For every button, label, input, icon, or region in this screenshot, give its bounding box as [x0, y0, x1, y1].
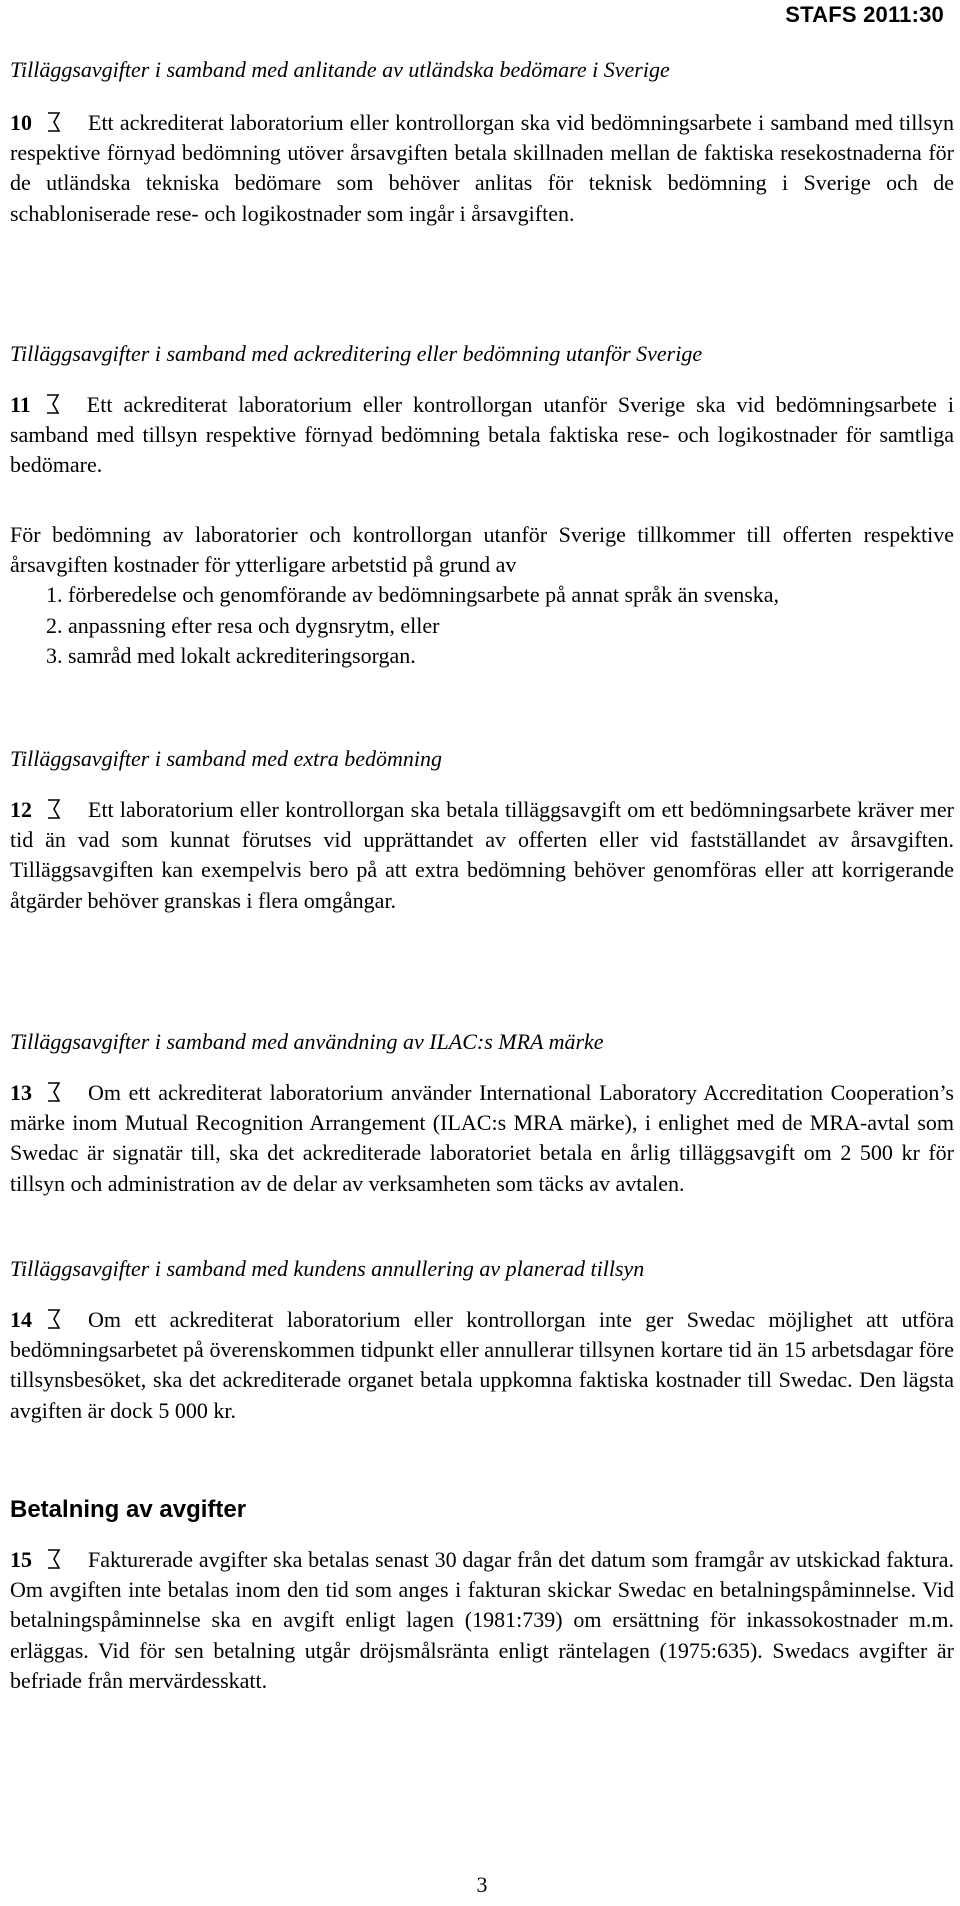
section-14 [10, 1255, 954, 1283]
paragraph-text: Ett ackrediterat laboratorium eller kontrollorgan utanför Sverige ska vid bedömningsarbete i samband med tillsyn respektive förnyad bedömning betala faktiska rese- och logikostnader för samtliga bedömare. [10, 392, 954, 478]
paragraph-12 [10, 795, 954, 916]
section-15-body [10, 1545, 954, 1696]
list-item: 1. förberedelse och genomförande av bedömningsarbete på annat språk än svenska, [46, 582, 780, 608]
section-14-body [10, 1305, 954, 1426]
section-13-heading: Tilläggsavgifter i samband med användning av ILAC:s MRA märke [10, 1029, 604, 1054]
section-10-heading: Tilläggsavgifter i samband med anlitande av utländska bedömare i Sverige [10, 57, 670, 82]
document-page [10, 0, 954, 1906]
paragraph-text: Om ett ackrediterat laboratorium använder International Laboratory Accreditation Cooperation’s märke inom Mutual Recognition Arrangement (ILAC:s MRA märke), i enlighet med de MRA-avtal som Swedac är signatär till, ska det ackrediterade laboratoriet betala en årlig tilläggsavgift om 2 500 kr för tillsyn och administration av de delar av verksamheten som täcks av avtalen. [10, 1080, 954, 1196]
payment-heading: Betalning av avgifter [10, 1496, 247, 1523]
paragraph-11-second: För bedömning av laboratorier och kontrollorgan utanför Sverige tillkommer till offerten respektive årsavgiften kostnader för ytterligare arbetstid på grund av [10, 522, 954, 578]
section-12-body [10, 795, 954, 916]
paragraph-number: 13 [10, 1080, 32, 1105]
paragraph-14 [10, 1305, 954, 1426]
list-item: 2. anpassning efter resa och dygnsrytm, eller [46, 612, 440, 638]
section-mark-icon [45, 393, 69, 415]
section-12-heading: Tilläggsavgifter i samband med extra bedömning [10, 746, 443, 771]
section-12 [10, 745, 954, 773]
cost-list [10, 580, 954, 671]
section-15 [10, 1496, 954, 1524]
section-mark-icon [46, 1308, 70, 1330]
section-mark-icon [46, 798, 70, 820]
paragraph-number: 11 [10, 392, 31, 417]
paragraph-number: 12 [10, 797, 32, 822]
section-13-body [10, 1078, 954, 1199]
paragraph-13 [10, 1078, 954, 1199]
section-mark-icon [46, 1548, 70, 1570]
section-10 [10, 56, 954, 84]
section-mark-icon [46, 111, 70, 133]
section-11 [10, 340, 954, 368]
section-mark-icon [46, 1081, 70, 1103]
paragraph-text: Ett ackrediterat laboratorium eller kontrollorgan ska vid bedömningsarbete i samband med tillsyn respektive förnyad bedömning utöver årsavgiften betala skillnaden mellan de faktiska resekostnaderna för de utländska tekniska bedömare som behöver anlitas för teknisk bedömning i Sverige och de schabloniserade rese- och logikostnader som ingår i årsavgiften. [10, 110, 954, 226]
paragraph-text: Fakturerade avgifter ska betalas senast 30 dagar från det datum som framgår av utskickad faktura. Om avgiften inte betalas inom den tid som anges i fakturan skickar Swedac en betalningspåminnelse. Vid betalningspåminnelse ska en avgift enligt lagen (1981:739) om ersättning för inkassokostnader m.m. erläggas. Vid för sen betalning utgår dröjsmålsränta enligt räntelagen (1975:635). Swedacs avgifter är befriade från mervärdesskatt. [10, 1547, 954, 1693]
paragraph-text: Om ett ackrediterat laboratorium eller kontrollorgan inte ger Swedac möjlighet att utföra bedömningsarbetet på överenskommen tidpunkt eller annullerar tillsynen kortare tid än 15 arbetsdagar före tillsynsbesöket, ska det ackrediterade organet betala uppkomna faktiska kostnader till Swedac. Den lägsta avgiften är dock 5 000 kr. [10, 1307, 954, 1423]
section-11-continued [10, 520, 954, 671]
paragraph-15 [10, 1545, 954, 1696]
section-11-body [10, 390, 954, 481]
paragraph-text: Ett laboratorium eller kontrollorgan ska betala tilläggsavgift om ett bedömningsarbete kräver mer tid än vad som kunnat förutses vid upprättandet av offerten eller vid fastställandet av årsavgiften. Tilläggsavgiften kan exempelvis bero på att extra bedömning behöver genomföras eller att korrigerande åtgärder behöver granskas i flera omgångar. [10, 797, 954, 913]
paragraph-10 [10, 108, 954, 229]
section-11-heading: Tilläggsavgifter i samband med ackreditering eller bedömning utanför Sverige [10, 341, 703, 366]
list-item: 3. samråd med lokalt ackrediteringsorgan. [46, 642, 416, 668]
paragraph-number: 14 [10, 1307, 32, 1332]
section-13 [10, 1028, 954, 1056]
paragraph-11 [10, 390, 954, 481]
page-number: 3 [476, 1872, 488, 1897]
document-id: STAFS 2011:30 [785, 2, 944, 27]
paragraph-number: 15 [10, 1547, 32, 1572]
section-10-body [10, 108, 954, 229]
section-14-heading: Tilläggsavgifter i samband med kundens annullering av planerad tillsyn [10, 1256, 645, 1281]
paragraph-number: 10 [10, 110, 32, 135]
